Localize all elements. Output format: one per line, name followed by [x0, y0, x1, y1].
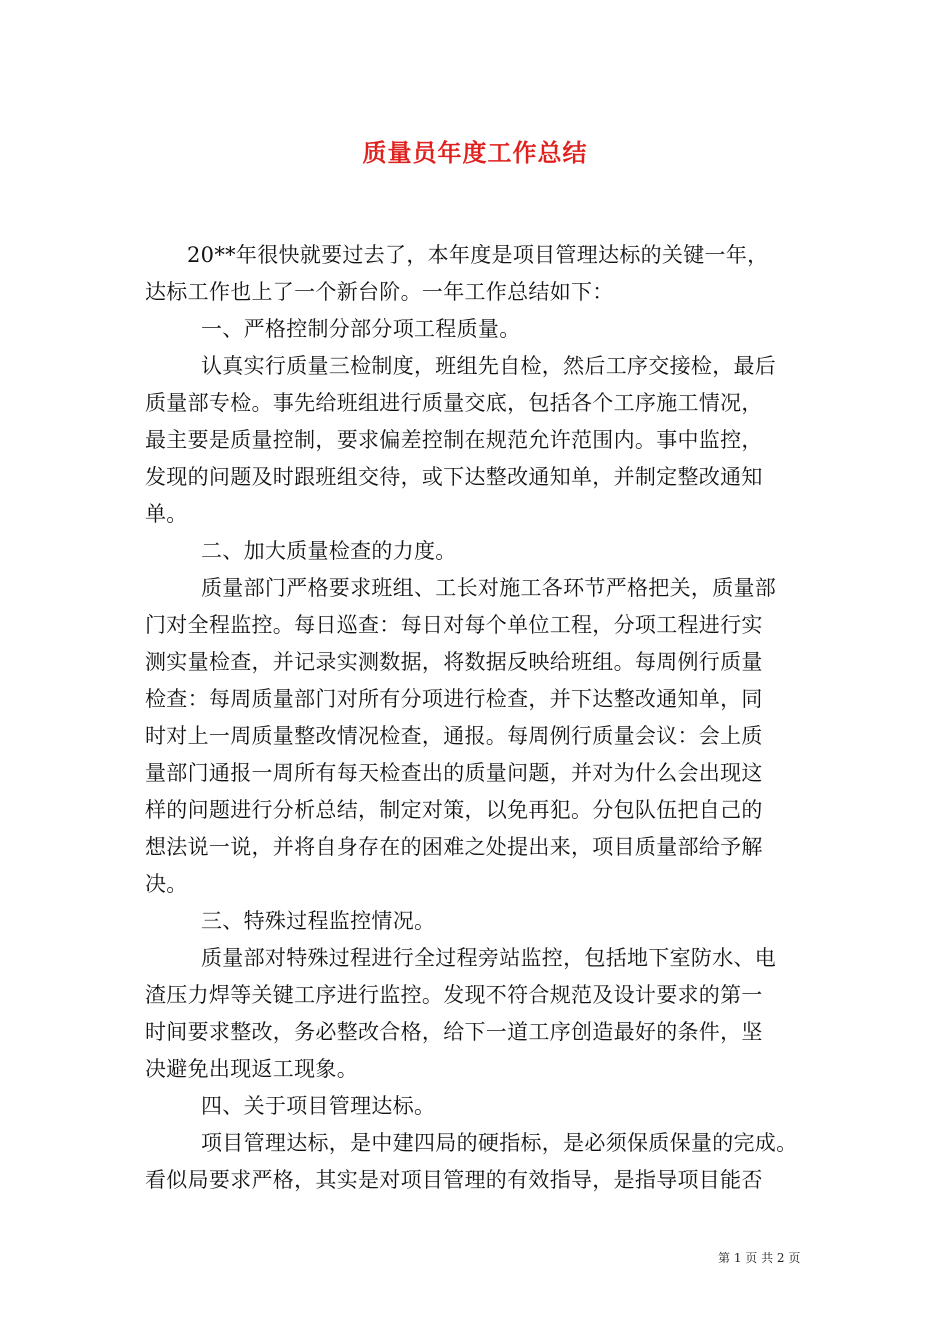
paragraph: [145, 572, 825, 905]
text-line: 渣压力焊等关键工序进行监控。发现不符合规范及设计要求的第一: [145, 983, 763, 1007]
text-line: 单。: [145, 502, 188, 526]
text-line: 发现的问题及时跟班组交待，或下达整改通知单，并制定整改通知: [145, 465, 763, 489]
paragraph: [145, 239, 825, 313]
text-line: 决。: [145, 872, 188, 896]
paragraph: [145, 313, 825, 350]
text-line: 门对全程监控。每日巡查：每日对每个单位工程，分项工程进行实: [145, 613, 763, 637]
text-line: 样的问题进行分析总结，制定对策，以免再犯。分包队伍把自己的: [145, 798, 763, 822]
text-line: 看似局要求严格，其实是对项目管理的有效指导，是指导项目能否: [145, 1168, 763, 1192]
text-line: 三、特殊过程监控情况。: [201, 909, 436, 933]
paragraph: [145, 535, 825, 572]
text-line: 达标工作也上了一个新台阶。一年工作总结如下：: [145, 280, 614, 304]
text-line: 测实量检查，并记录实测数据，将数据反映给班组。每周例行质量: [145, 650, 763, 674]
text-line: 质量部专检。事先给班组进行质量交底，包括各个工序施工情况，: [145, 391, 763, 415]
text-line: 20**年很快就要过去了，本年度是项目管理达标的关键一年，: [187, 243, 769, 267]
paragraph: [145, 350, 825, 535]
text-line: 检查：每周质量部门对所有分项进行检查，并下达整改通知单，同: [145, 687, 763, 711]
text-line: 认真实行质量三检制度，班组先自检，然后工序交接检，最后: [201, 354, 777, 378]
text-line: 二、加大质量检查的力度。: [201, 539, 457, 563]
paragraph: [145, 1127, 825, 1201]
text-line: 质量部门严格要求班组、工长对施工各环节严格把关，质量部: [201, 576, 777, 600]
paragraph: [145, 1090, 825, 1127]
text-line: 一、严格控制分部分项工程质量。: [201, 317, 521, 341]
paragraph: [145, 905, 825, 942]
paragraph: [145, 942, 825, 1090]
text-line: 时间要求整改，务必整改合格，给下一道工序创造最好的条件，坚: [145, 1020, 763, 1044]
page-number: 第 1 页 共 2 页: [718, 1251, 801, 1265]
text-line: 四、关于项目管理达标。: [201, 1094, 436, 1118]
text-line: 质量部对特殊过程进行全过程旁站监控，包括地下室防水、电: [201, 946, 777, 970]
document-title: 质量员年度工作总结: [362, 138, 588, 167]
text-line: 决避免出现返工现象。: [145, 1057, 358, 1081]
text-line: 最主要是质量控制，要求偏差控制在规范允许范围内。事中监控，: [145, 428, 763, 452]
text-line: 时对上一周质量整改情况检查，通报。每周例行质量会议：会上质: [145, 724, 763, 748]
text-line: 项目管理达标，是中建四局的硬指标，是必须保质保量的完成。: [201, 1131, 798, 1155]
text-line: 想法说一说，并将自身存在的困难之处提出来，项目质量部给予解: [145, 835, 763, 859]
text-line: 量部门通报一周所有每天检查出的质量问题，并对为什么会出现这: [145, 761, 763, 785]
document-body: [145, 239, 825, 1201]
